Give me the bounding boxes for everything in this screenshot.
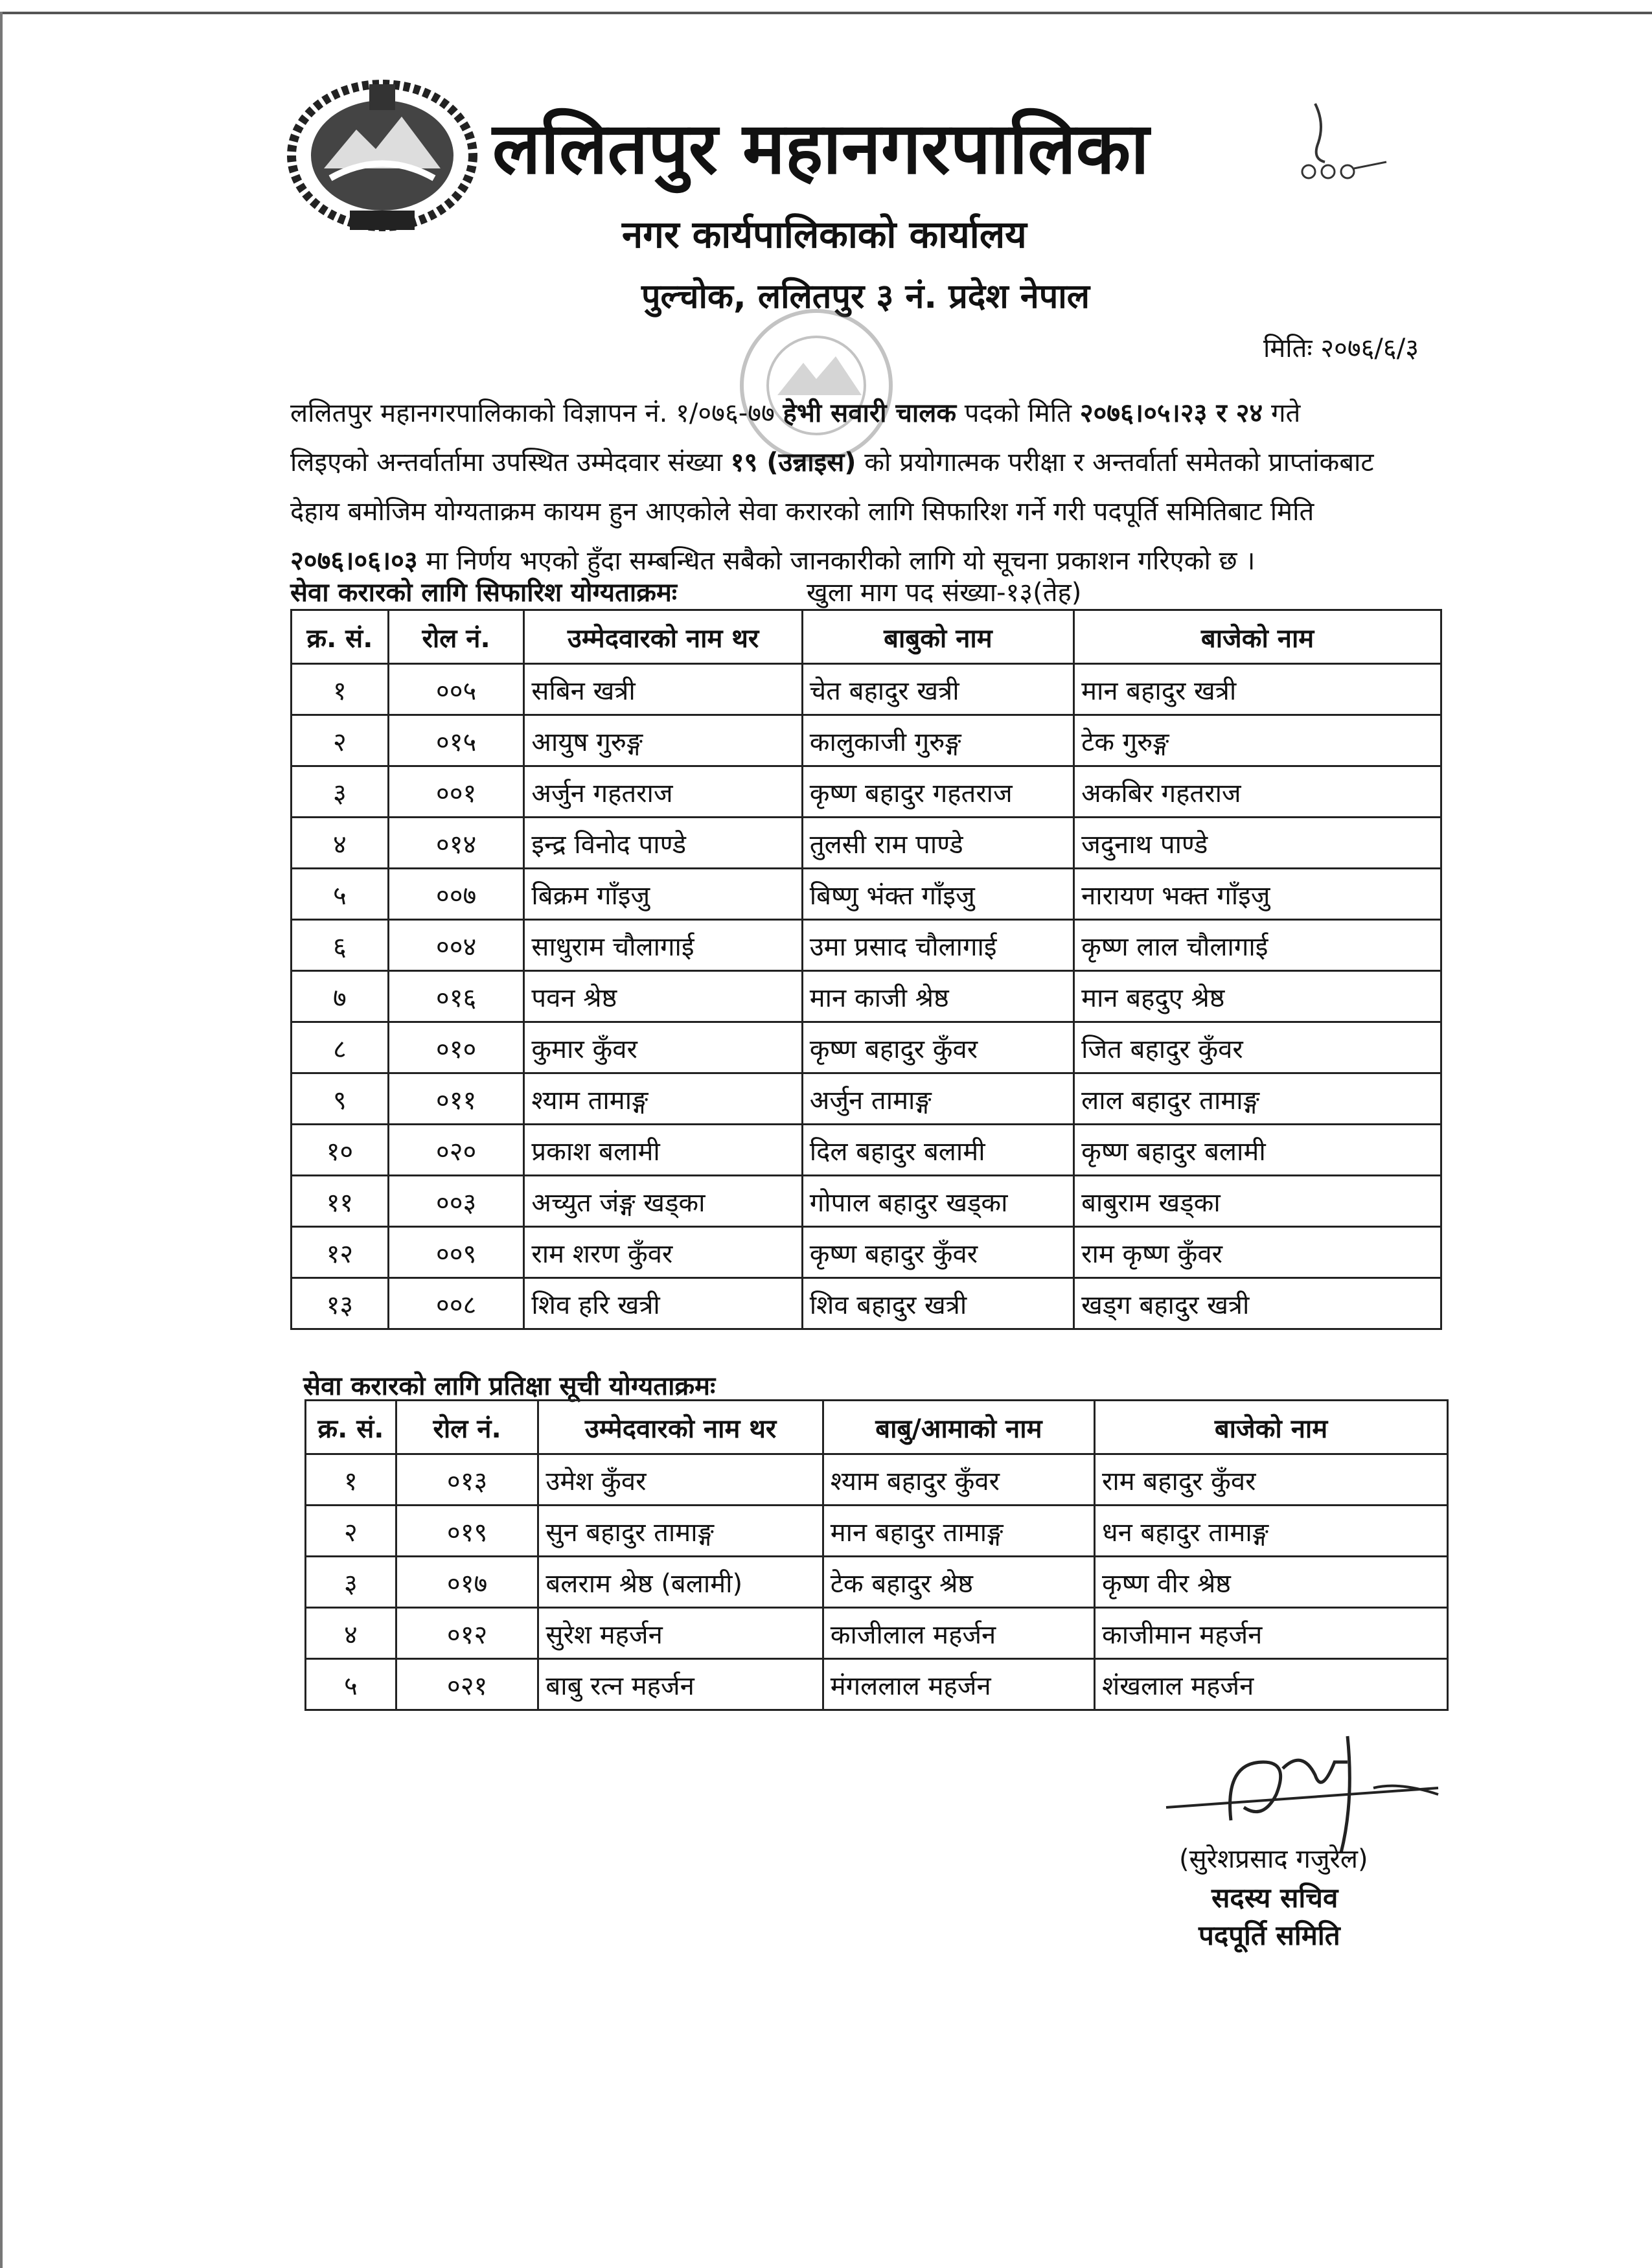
table-cell: ०१३ [396,1454,538,1506]
table-row [292,766,1441,818]
table-row [292,1227,1441,1278]
table-cell: सुन बहादुर तामाङ्ग [538,1506,823,1557]
table-cell: सबिन खत्री [524,664,802,715]
table-cell: मान बहादुर तामाङ्ग [823,1506,1094,1557]
table-cell: श्याम तामाङ्ग [524,1073,802,1125]
table-cell: शिव हरि खत्री [524,1278,802,1329]
notice-paragraph [290,389,1405,586]
table-cell: ३ [306,1557,396,1608]
waiting-list-table [304,1399,1449,1711]
table-cell: कृष्ण बहादुर गहतराज [802,766,1073,818]
table-cell: शंखलाल महर्जन [1095,1659,1448,1710]
table-cell: काजीलाल महर्जन [823,1608,1094,1659]
table-row [292,971,1441,1022]
notice-line-2: लिइएको अन्तर्वार्तामा उपस्थित उम्मेदवार संख्या १९ (उन्नाइस) को प्रयोगात्मक परीक्षा र अन्तर्वार्ता समेतको प्राप्तांकबाट [290,448,1374,477]
table-cell: तुलसी राम पाण्डे [802,818,1073,869]
table-row [292,1125,1441,1176]
table-cell: चेत बहादुर खत्री [802,664,1073,715]
table-cell: कृष्ण लाल चौलागाई [1074,920,1441,971]
column-header: क्र. सं. [292,610,389,664]
table-cell: राम बहादुर कुँवर [1095,1454,1448,1506]
table-cell: ००८ [388,1278,524,1329]
table-cell: अर्जुन तामाङ्ग [802,1073,1073,1125]
table-cell: ०१२ [396,1608,538,1659]
table-cell: २ [292,715,389,766]
table-cell: राम कृष्ण कुँवर [1074,1227,1441,1278]
table-row [292,1278,1441,1329]
table-cell: बिक्रम गाँइजु [524,869,802,920]
table-row [306,1659,1448,1710]
table-cell: मान बहादुर खत्री [1074,664,1441,715]
waiting-list-heading: सेवा करारको लागि प्रतिक्षा सूची योग्यताक्रमः [303,1371,716,1401]
table-cell: ०१७ [396,1557,538,1608]
table-cell: कृष्ण बहादुर बलामी [1074,1125,1441,1176]
table-header-row [306,1401,1448,1454]
table-cell: मंगललाल महर्जन [823,1659,1094,1710]
table-cell: अकबिर गहतराज [1074,766,1441,818]
table-cell: ००५ [388,664,524,715]
table-cell: ७ [292,971,389,1022]
table-row [292,715,1441,766]
column-header: उम्मेदवारको नाम थर [524,610,802,664]
table-cell: १ [292,664,389,715]
table-cell: ५ [292,869,389,920]
table-row [292,818,1441,869]
column-header: बाबु/आमाको नाम [823,1401,1094,1454]
table-cell: गोपाल बहादुर खड्का [802,1176,1073,1227]
table-cell: ०११ [388,1073,524,1125]
table-cell: ०१० [388,1022,524,1073]
table-cell: लाल बहादुर तामाङ्ग [1074,1073,1441,1125]
table-cell: सुरेश महर्जन [538,1608,823,1659]
table-row [292,1073,1441,1125]
recommended-candidates-table [290,609,1442,1330]
table-cell: १० [292,1125,389,1176]
table-row [306,1506,1448,1557]
office-address: पुल्चोक, ललितपुर ३ नं. प्रदेश नेपाल [641,277,1090,316]
table-cell: ५ [306,1659,396,1710]
table-cell: १ [306,1454,396,1506]
table-cell: ००४ [388,920,524,971]
column-header: बाजेको नाम [1095,1401,1448,1454]
table-cell: ०१६ [388,971,524,1022]
table-cell: कुमार कुँवर [524,1022,802,1073]
notice-date: मितिः २०७६/६/३ [1263,334,1419,363]
table-cell: ४ [306,1608,396,1659]
table-cell: ४ [292,818,389,869]
table-header-row [292,610,1441,664]
table-cell: ००७ [388,869,524,920]
table-cell: ००३ [388,1176,524,1227]
table-cell: ६ [292,920,389,971]
table-cell: १२ [292,1227,389,1278]
table-cell: मान बहदुए श्रेष्ठ [1074,971,1441,1022]
table-cell: शिव बहादुर खत्री [802,1278,1073,1329]
column-header: बाबुको नाम [802,610,1073,664]
table-cell: २ [306,1506,396,1557]
table-cell: श्याम बहादुर कुँवर [823,1454,1094,1506]
table-row [292,920,1441,971]
table-cell: मान काजी श्रेष्ठ [802,971,1073,1022]
table-cell: जदुनाथ पाण्डे [1074,818,1441,869]
table-cell: ०२० [388,1125,524,1176]
table-cell: ११ [292,1176,389,1227]
table-cell: उमेश कुँवर [538,1454,823,1506]
table-cell: ०२१ [396,1659,538,1710]
page-title: ललितपुर महानगरपालिका [492,107,1149,190]
table-cell: नारायण भक्त गाँइजु [1074,869,1441,920]
column-header: उम्मेदवारको नाम थर [538,1401,823,1454]
table-cell: पवन श्रेष्ठ [524,971,802,1022]
table-cell: १३ [292,1278,389,1329]
table-cell: कृष्ण बहादुर कुँवर [802,1227,1073,1278]
table-cell: खड्ग बहादुर खत्री [1074,1278,1441,1329]
table-row [306,1454,1448,1506]
table-cell: टेक बहादुर श्रेष्ठ [823,1557,1094,1608]
table-cell: ००९ [388,1227,524,1278]
table-row [292,869,1441,920]
table-cell: साधुराम चौलागाई [524,920,802,971]
table-row [292,1176,1441,1227]
notice-line-3: देहाय बमोजिम योग्यताक्रम कायम हुन आएकोले सेवा करारको लागि सिफारिश गर्ने गरी पदपूर्ति समितिबाट मिति [290,497,1314,527]
table-cell: बिष्णु भंक्त गाँइजु [802,869,1073,920]
table-cell: ८ [292,1022,389,1073]
table-cell: ३ [292,766,389,818]
table-cell: बाबु रत्न महर्जन [538,1659,823,1710]
table-cell: इन्द्र विनोद पाण्डे [524,818,802,869]
table-row [292,1022,1441,1073]
table-row [292,664,1441,715]
signatory-role: सदस्य सचिव [1211,1882,1338,1914]
table-cell: दिल बहादुर बलामी [802,1125,1073,1176]
table-cell: बाबुराम खड्का [1074,1176,1441,1227]
table-cell: कालुकाजी गुरुङ्ग [802,715,1073,766]
table-cell: ०१५ [388,715,524,766]
office-name: नगर कार्यपालिकाको कार्यालय [622,212,1027,257]
table-cell: ०१९ [396,1506,538,1557]
initial-signature-icon [1289,97,1393,188]
table-cell: जित बहादुर कुँवर [1074,1022,1441,1073]
table-cell: कृष्ण वीर श्रेष्ठ [1095,1557,1448,1608]
table-cell: राम शरण कुँवर [524,1227,802,1278]
scan-border-left [0,12,3,2268]
table-cell: टेक गुरुङ्ग [1074,715,1441,766]
nepal-government-emblem-icon [279,71,486,240]
table-cell: बलराम श्रेष्ठ (बलामी) [538,1557,823,1608]
column-header: रोल नं. [396,1401,538,1454]
table-cell: कृष्ण बहादुर कुँवर [802,1022,1073,1073]
column-header: क्र. सं. [306,1401,396,1454]
table-cell: अर्जुन गहतराज [524,766,802,818]
table-cell: अच्युत जंङ्ग खड्का [524,1176,802,1227]
signatory-name: (सुरेशप्रसाद गजुरेल) [1179,1844,1368,1874]
table-cell: ०१४ [388,818,524,869]
table-cell: धन बहादुर तामाङ्ग [1095,1506,1448,1557]
table-cell: काजीमान महर्जन [1095,1608,1448,1659]
table-cell: आयुष गुरुङ्ग [524,715,802,766]
table-cell: उमा प्रसाद चौलागाई [802,920,1073,971]
scan-border-top [0,12,1652,14]
column-header: रोल नं. [388,610,524,664]
signatory-committee: पदपूर्ति समिति [1199,1919,1340,1951]
notice-line-1: ललितपुर महानगरपालिकाको विज्ञापन नं. १/०७६-७७ हेभी सवारी चालक पदको मिति २०७६।०५।२३ र २४ गते [290,398,1301,428]
table-cell: प्रकाश बलामी [524,1125,802,1176]
table-row [306,1608,1448,1659]
table-cell: ००१ [388,766,524,818]
notice-line-4: २०७६।०६।०३ मा निर्णय भएको हुँदा सम्बन्धित सबैको जानकारीको लागि यो सूचना प्रकाशन गरिएको छ । [290,546,1256,576]
recommended-list-heading: सेवा करारको लागि सिफारिश योग्यताक्रमः [290,578,677,608]
column-header: बाजेको नाम [1074,610,1441,664]
table-row [306,1557,1448,1608]
open-quota-label: खुला माग पद संख्या-१३(तेह) [807,578,1082,608]
table-cell: ९ [292,1073,389,1125]
